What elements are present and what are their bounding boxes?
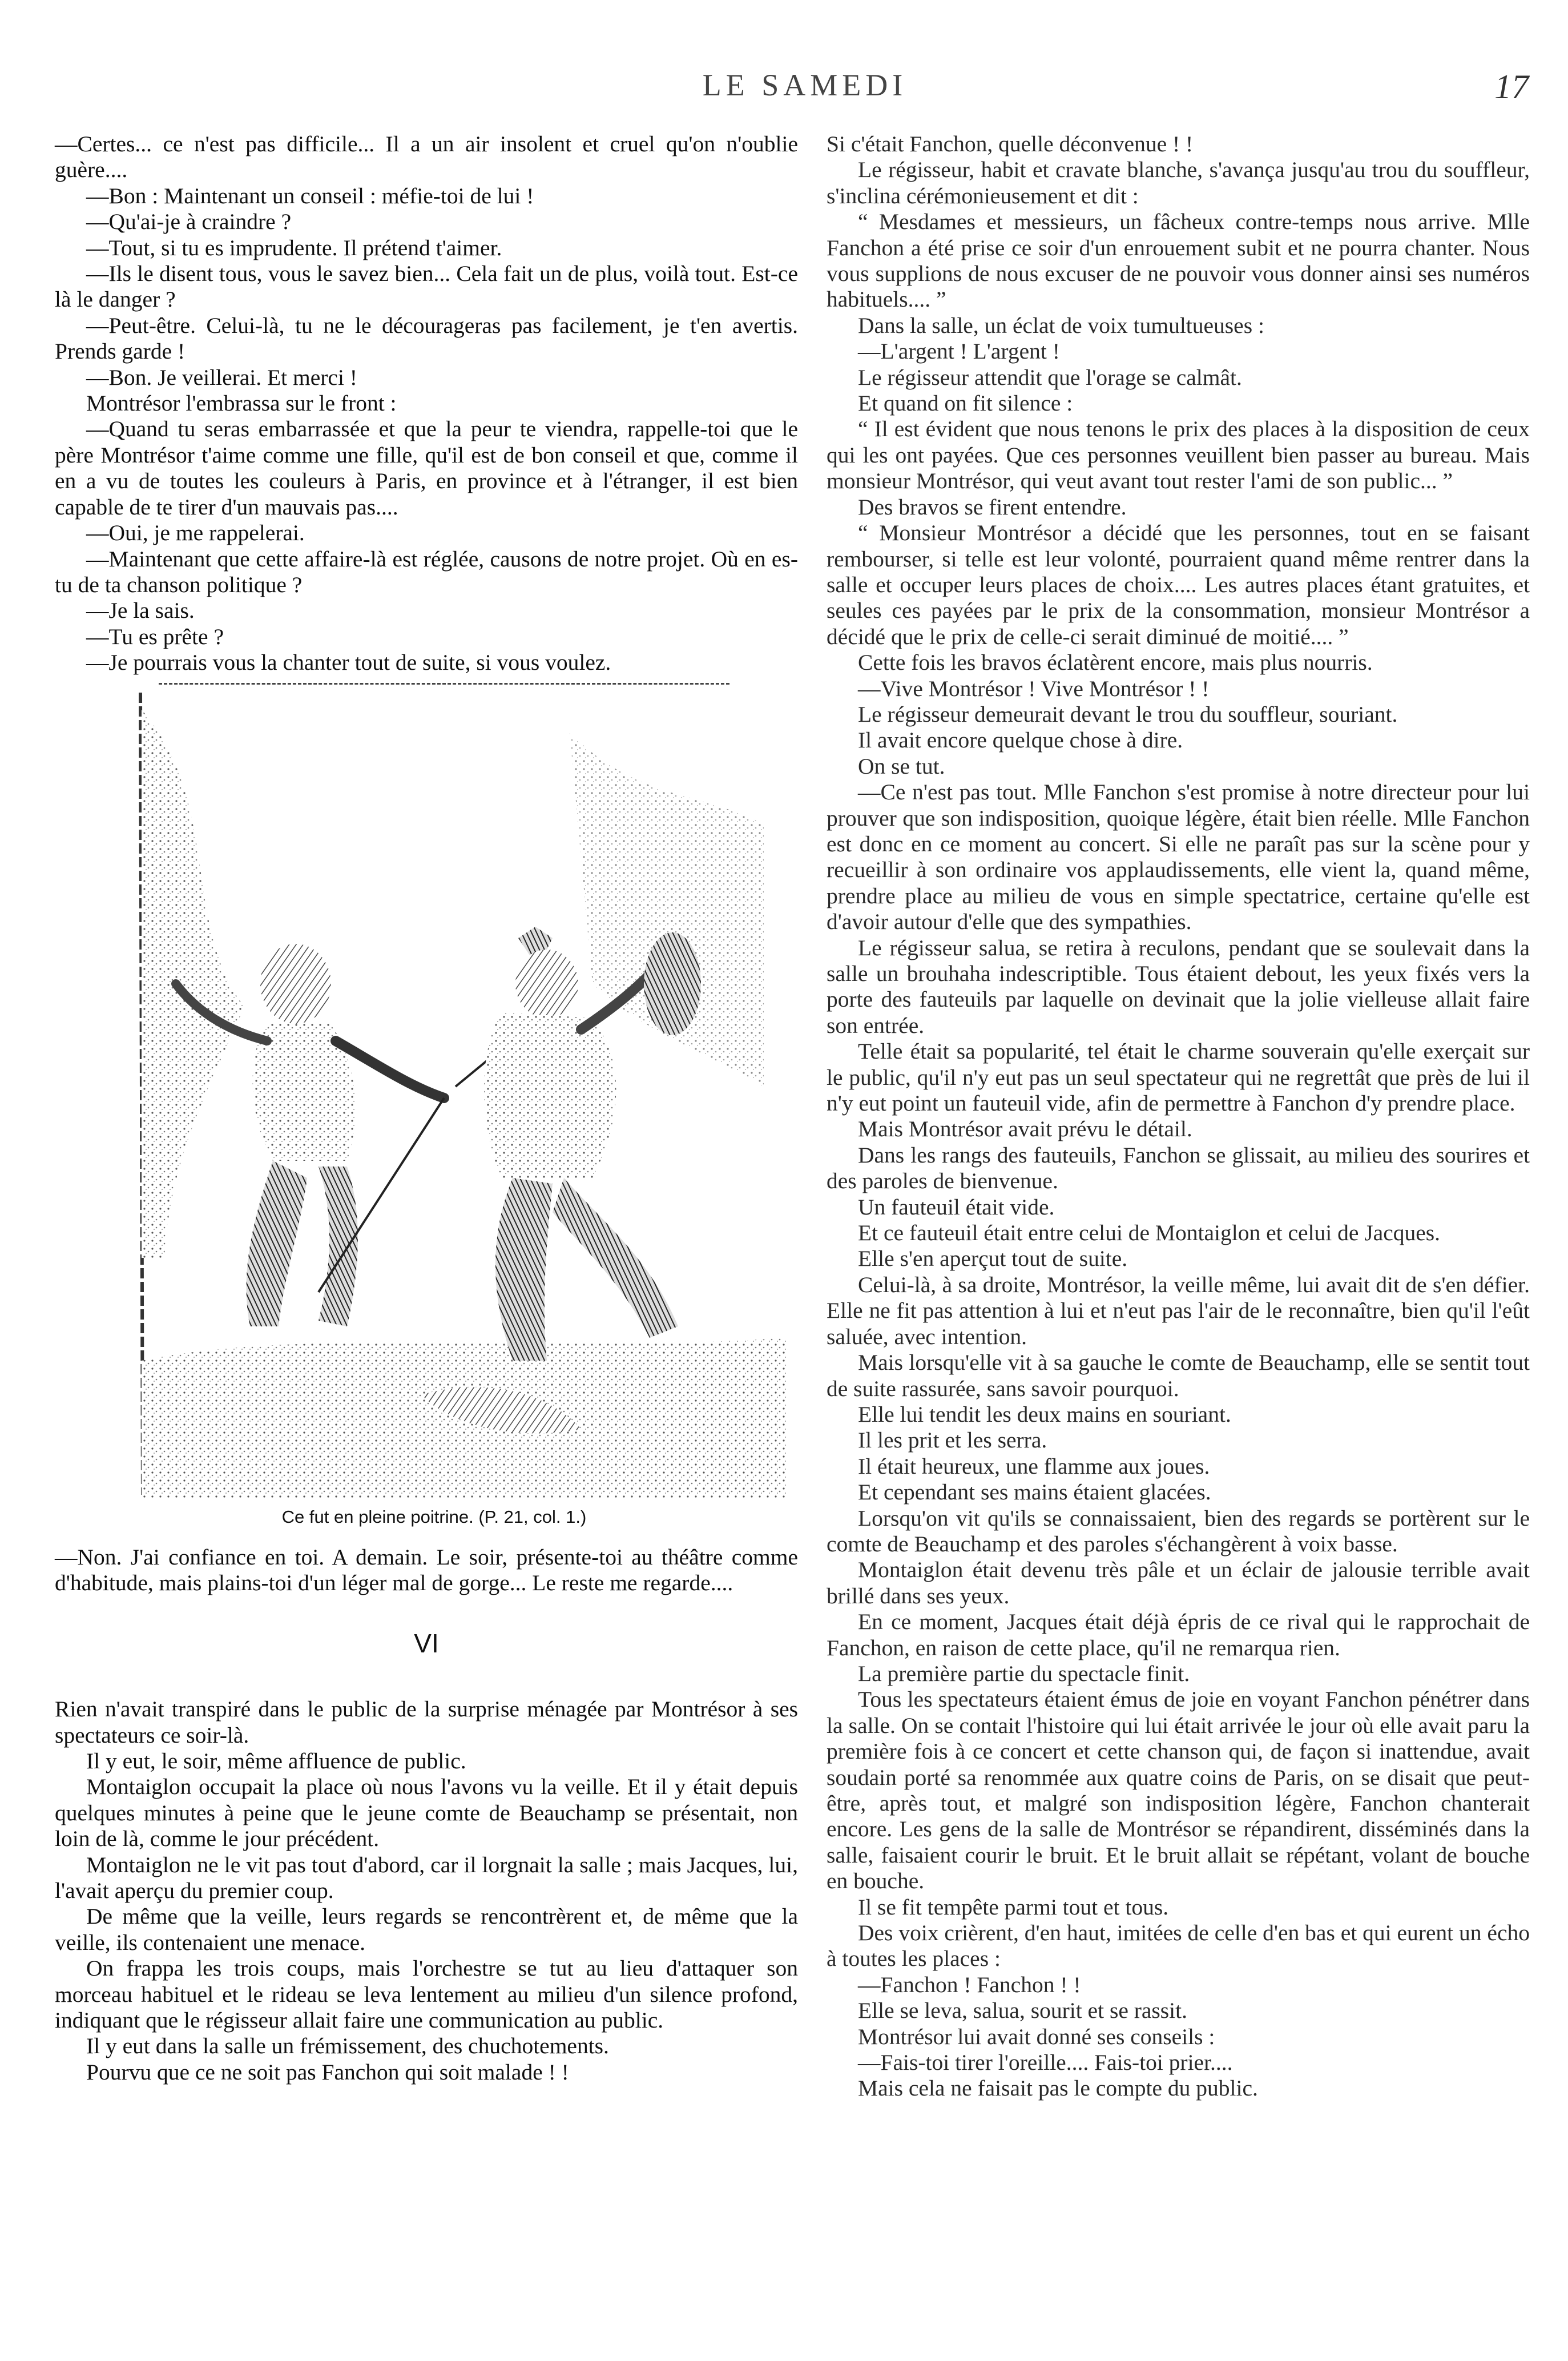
paragraph: “ Il est évident que nous tenons le prix des places à la disposition de ceux qui les ont payées. Que ces personnes veuillent bien passer au bureau. Mais monsieur Montrésor, qui veut avant tout rester l'ami de son public... ” xyxy=(827,416,1530,494)
paragraph: En ce moment, Jacques était déjà épris de ce rival qui le rapprochait de Fanchon, en raison de cette place, qu'il ne remarqua rien. xyxy=(827,1609,1530,1660)
duel-engraving xyxy=(79,687,789,1501)
paragraph: —Certes... ce n'est pas difficile... Il a un air insolent et cruel qu'on n'oublie guère.... xyxy=(55,131,798,183)
paragraph: Des voix crièrent, d'en haut, imitées de celle d'en bas et qui eurent un écho à toutes les places : xyxy=(827,1920,1530,1972)
paragraph: Mais Montrésor avait prévu le détail. xyxy=(858,1116,1192,1142)
paragraph: Le régisseur salua, se retira à reculons, pendant que se soulevait dans la salle un brouhaha indescriptible. Tous étaient debout, les yeux fixés vers la porte des fauteuils par laquelle on devinait que la jolie vielleuse allait faire son entrée. xyxy=(827,935,1530,1038)
figure-top-rule xyxy=(159,683,729,687)
paragraph: Montaiglon était devenu très pâle et un éclair de jalousie terrible avait brillé dans ses yeux. xyxy=(827,1557,1530,1608)
paragraph: Il était heureux, une flamme aux joues. xyxy=(858,1453,1210,1479)
right-column xyxy=(827,131,1530,2102)
paragraph: Elle s'en aperçut tout de suite. xyxy=(858,1246,1128,1272)
paragraph: —Qu'ai-je à craindre ? xyxy=(86,209,292,235)
paragraph: La première partie du spectacle finit. xyxy=(858,1660,1190,1686)
paragraph: Il avait encore quelque chose à dire. xyxy=(858,727,1183,753)
paragraph: —Vive Montrésor ! Vive Montrésor ! ! xyxy=(858,675,1210,701)
paragraph: Elle se leva, salua, sourit et se rassit. xyxy=(858,1998,1187,2024)
paragraph: Dans les rangs des fauteuils, Fanchon se glissait, au milieu des sourires et des paroles de bienvenue. xyxy=(827,1142,1530,1194)
paragraph: “ Mesdames et messieurs, un fâcheux contre-temps nous arrive. Mlle Fanchon a été prise ce soir d'un enrouement subit et ne pourra chanter. Nous vous supplions de nous excuser de ne pouvoir vous donner ainsi ses numéros habituels.... ” xyxy=(827,209,1530,312)
engraving-illustration xyxy=(79,683,789,1530)
paragraph: —Quand tu seras embarrassée et que la peur te viendra, rappelle-toi que le père Montrésor t'aime comme une fille, qu'il est de bon conseil et que, comme il en a vu de toutes les couleurs à Paris, en province et à l'étranger, il est bien capable de te tirer d'un mauvais pas.... xyxy=(55,416,798,520)
paragraph: Telle était sa popularité, tel était le charme souverain qu'elle exerçait sur le public, qu'il n'y eut pas un seul spectateur qui ne regrettât que près de lui il n'y eut point un fauteuil vide, afin de permettre à Fanchon d'y prendre place. xyxy=(827,1039,1530,1116)
paragraph: Un fauteuil était vide. xyxy=(858,1194,1055,1220)
paragraph: Et cependant ses mains étaient glacées. xyxy=(858,1479,1211,1505)
paragraph: —Fanchon ! Fanchon ! ! xyxy=(858,1972,1081,1997)
paragraph: “ Monsieur Montrésor a décidé que les personnes, tout en se faisant rembourser, si telle est leur volonté, pourraient quand même rentrer dans la salle et occuper leurs places de choix.... Les autres places étant gratuites, et seules ces payées par le prix de la consommation, monsieur Montrésor a décidé que le prix de celle-ci serait diminué de moitié.... ” xyxy=(827,520,1530,649)
paragraph: On frappa les trois coups, mais l'orchestre se tut au lieu d'attaquer son morceau habituel et le rideau se leva lentement au milieu d'un silence profond, indiquant que le régisseur allait faire une communication au public. xyxy=(55,1956,798,2033)
paragraph: Il y eut dans la salle un frémissement, des chuchotements. xyxy=(86,2033,609,2059)
paragraph: Montaiglon occupait la place où nous l'avons vu la veille. Et il y était depuis quelques minutes à peine que le jeune comte de Beauchamp se présentait, non loin de là, comme le jour précédent. xyxy=(55,1774,798,1852)
paragraph: —Tu es prête ? xyxy=(86,624,224,649)
paragraph: Celui-là, à sa droite, Montrésor, la veille même, lui avait dit de s'en défier. Elle ne fit pas attention à lui et n'eut pas l'air de le reconnaître, bien qu'il l'eût saluée, avec intention. xyxy=(827,1272,1530,1349)
paragraph: —Fais-toi tirer l'oreille.... Fais-toi prier.... xyxy=(858,2050,1233,2076)
foliage-left xyxy=(142,710,244,1258)
paragraph: —Non. J'ai confiance en toi. A demain. Le soir, présente-toi au théâtre comme d'habitude, mais plains-toi d'un léger mal de gorge... Le reste me regarde.... xyxy=(55,1544,798,1596)
paragraph: Et quand on fit silence : xyxy=(858,391,1073,416)
paragraph: Tous les spectateurs étaient émus de joie en voyant Fanchon pénétrer dans la salle. On se contait l'histoire qui lui était arrivée le jour où elle avait paru la première fois à ce concert et cette chanson qui, de façon si inattendue, avait soudain porté sa renommée aux quatre coins de Paris, on se disait que peut-être, après tout, et malgré son indisposition légère, Fanchon chanterait encore. Les gens de la salle de Montrésor se répandirent, disséminés dans la salle, faisaient courir le bruit. Et le bruit allait se répétant, volant de bouche en bouche. xyxy=(827,1687,1530,1894)
paragraph: Montrésor l'embrassa sur le front : xyxy=(86,391,397,416)
paragraph: —Tout, si tu es imprudente. Il prétend t'aimer. xyxy=(86,235,502,260)
paragraph: Cette fois les bravos éclatèrent encore, mais plus nourris. xyxy=(858,650,1373,675)
paragraph: Lorsqu'on vit qu'ils se connaissaient, bien des regards se portèrent sur le comte de Beauchamp et des paroles s'échangèrent à voix basse. xyxy=(827,1505,1530,1556)
paragraph: Il se fit tempête parmi tout et tous. xyxy=(858,1894,1169,1920)
chapter-heading: VI xyxy=(414,1628,439,1658)
paragraph: Mais lorsqu'elle vit à sa gauche le comte de Beauchamp, elle se sentit tout de suite rassurée, sans savoir pourquoi. xyxy=(827,1350,1530,1401)
paragraph: —L'argent ! L'argent ! xyxy=(858,339,1060,364)
paragraph: —Ce n'est pas tout. Mlle Fanchon s'est promise à notre directeur pour lui prouver que son indisposition, quoique légère, était bien réelle. Mlle Fanchon est donc en ce moment au concert. Si elle ne paraît pas sur la scène pour y recueillir à son ordinaire vos applaudissements, elle vient la, quand même, prendre place au milieu de vous en simple spectatrice, certaine qu'elle est d'avoir autour d'elle que des sympathies. xyxy=(827,779,1530,935)
paragraph: Elle lui tendit les deux mains en souriant. xyxy=(858,1401,1231,1427)
paragraph: Et ce fauteuil était entre celui de Montaiglon et celui de Jacques. xyxy=(858,1220,1440,1246)
paragraph: Si c'était Fanchon, quelle déconvenue ! ! xyxy=(827,131,1194,156)
paragraph: —Je pourrais vous la chanter tout de suite, si vous voulez. xyxy=(86,650,611,675)
left-column xyxy=(55,131,798,2085)
paragraph: —Maintenant que cette affaire-là est réglée, causons de notre projet. Où en es-tu de ta chanson politique ? xyxy=(55,546,798,597)
paragraph: Le régisseur, habit et cravate blanche, s'avança jusqu'au trou du souffleur, s'inclina cérémonieusement et dit : xyxy=(827,157,1530,208)
paragraph: Montaiglon ne le vit pas tout d'abord, car il lorgnait la salle ; mais Jacques, lui, l'avait aperçu du premier coup. xyxy=(55,1852,798,1903)
paragraph: Rien n'avait transpiré dans le public de la surprise ménagée par Montrésor à ses spectateurs ce soir-là. xyxy=(55,1696,798,1748)
page-number: 17 xyxy=(1494,68,1529,106)
paragraph: Il les prit et les serra. xyxy=(858,1427,1047,1453)
paragraph: Pourvu que ce ne soit pas Fanchon qui soit malade ! ! xyxy=(86,2059,569,2085)
right-duelist xyxy=(484,927,701,1361)
paragraph: Mais cela ne faisait pas le compte du public. xyxy=(858,2076,1258,2101)
page-header xyxy=(0,67,1568,124)
paragraph: —Ils le disent tous, vous le savez bien... Cela fait un de plus, voilà tout. Est-ce là le danger ? xyxy=(55,261,798,312)
paragraph: Le régisseur attendit que l'orage se calmât. xyxy=(858,364,1242,390)
paragraph: Le régisseur demeurait devant le trou du souffleur, souriant. xyxy=(858,701,1398,727)
paragraph: Il y eut, le soir, même affluence de public. xyxy=(86,1748,466,1773)
paragraph: Des bravos se firent entendre. xyxy=(858,494,1127,520)
paragraph: —Je la sais. xyxy=(86,598,195,624)
figure-caption: Ce fut en pleine poitrine. (P. 21, col. 1.) xyxy=(281,1506,587,1527)
paragraph: De même que la veille, leurs regards se rencontrèrent et, de même que la veille, ils contenaient une menace. xyxy=(55,1904,798,1955)
paragraph: —Bon. Je veillerai. Et merci ! xyxy=(86,364,357,390)
paragraph: —Peut-être. Celui-là, tu ne le décourageras pas facilement, je t'en avertis. Prends garde ! xyxy=(55,312,798,364)
paragraph: On se tut. xyxy=(858,753,945,779)
running-title: LE SAMEDI xyxy=(702,68,908,102)
paragraph: Dans la salle, un éclat de voix tumultueuses : xyxy=(858,312,1264,338)
paragraph: —Bon : Maintenant un conseil : méfie-toi de lui ! xyxy=(86,183,534,208)
paragraph: —Oui, je me rappelerai. xyxy=(86,520,305,546)
paragraph: Montrésor lui avait donné ses conseils : xyxy=(858,2024,1215,2049)
